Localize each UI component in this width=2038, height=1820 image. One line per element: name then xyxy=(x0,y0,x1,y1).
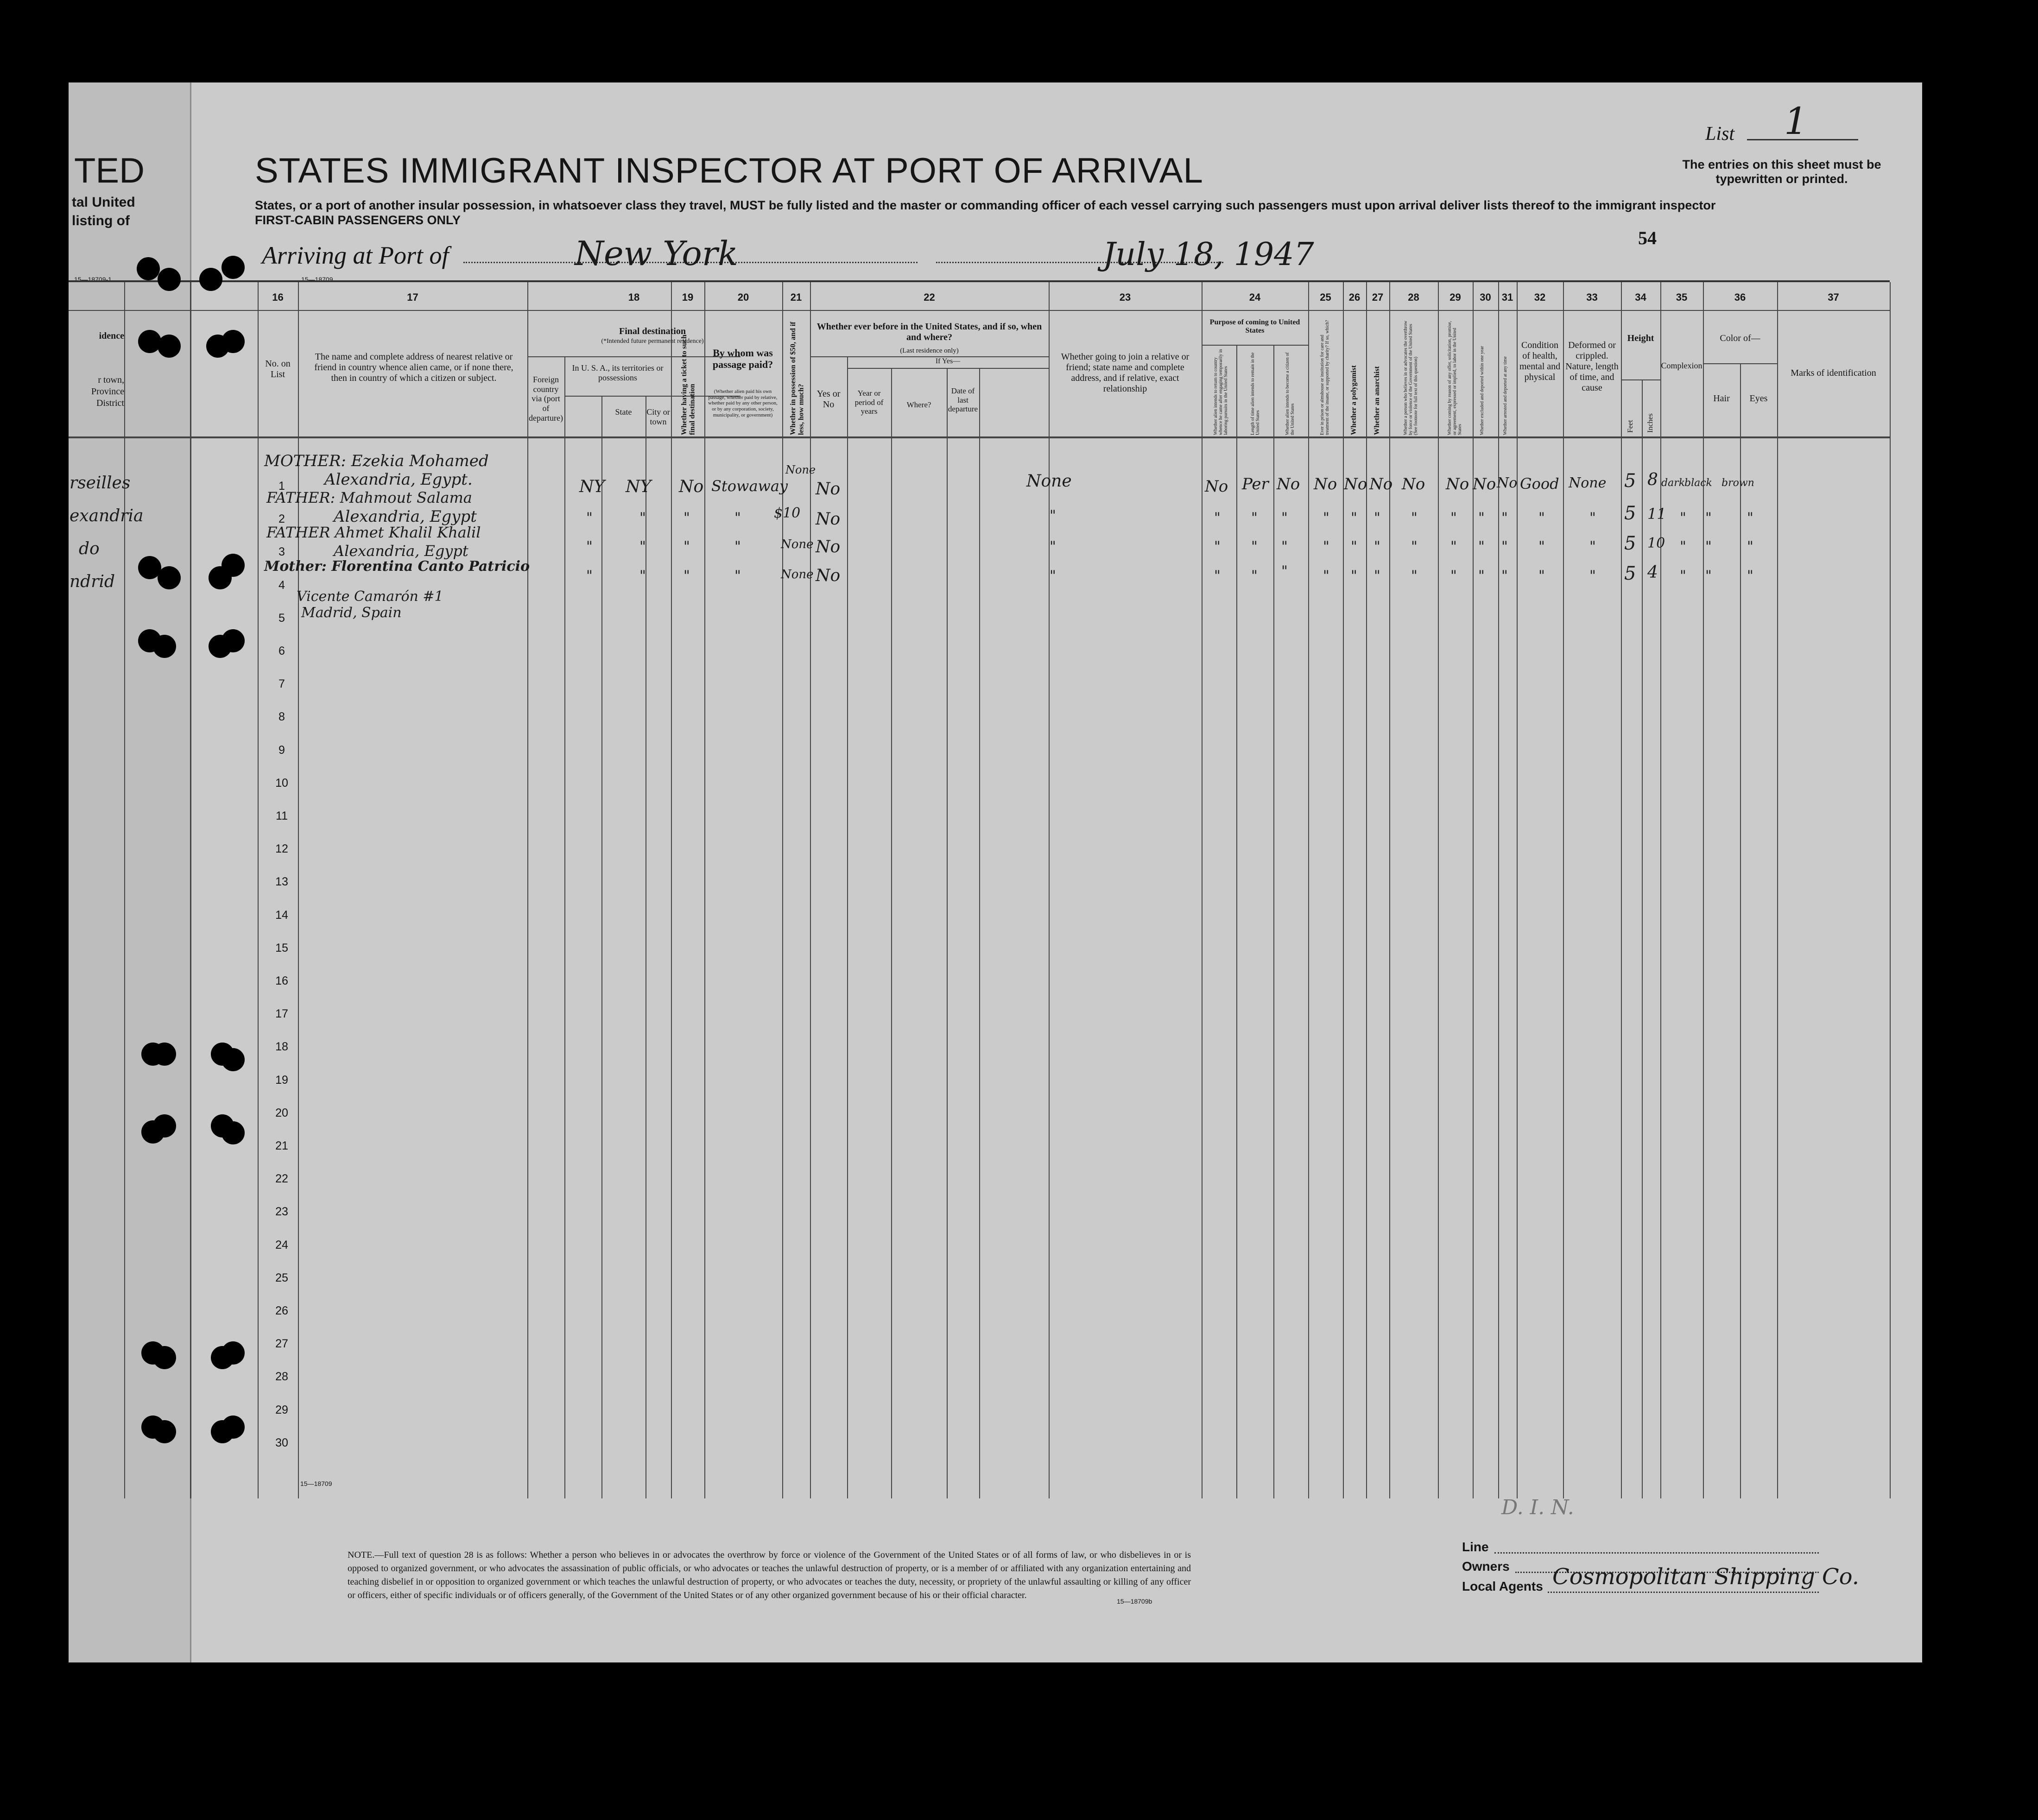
table-rule xyxy=(1366,282,1367,1498)
form-code: 15—18709b xyxy=(1117,1598,1152,1605)
entry-arrested: No xyxy=(1497,475,1518,491)
entry-citizen: " xyxy=(1281,510,1288,526)
column-number: 23 xyxy=(1119,291,1131,303)
entry-city: " xyxy=(639,538,646,555)
column-number: 29 xyxy=(1449,291,1461,303)
entry-feet: 5 xyxy=(1624,563,1636,584)
instruction-text: States, or a port of another insular possession, in whatsoever class they travel, MUST be fully listed and the master or commanding officer of each vessel carrying such passengers must upon arrival deliver lists thereof to the immigrant inspector xyxy=(255,198,1716,212)
relative-address: Alexandria, Egypt. xyxy=(324,470,473,489)
entry-eyes: brown xyxy=(1722,477,1754,489)
entry-length: " xyxy=(1251,568,1258,584)
header-state: State xyxy=(615,407,632,417)
table-rule xyxy=(1049,282,1050,1498)
line-underline xyxy=(1494,1552,1819,1554)
table-rule xyxy=(891,368,892,1498)
punch-hole xyxy=(222,1121,245,1144)
entry-health: Good xyxy=(1520,475,1559,493)
punch-hole xyxy=(199,268,222,291)
column-number: 33 xyxy=(1586,291,1598,303)
punch-hole xyxy=(153,1346,176,1369)
entry-arrested: " xyxy=(1501,568,1508,584)
row-number: 26 xyxy=(275,1304,288,1317)
relative-address: Alexandria, Egypt xyxy=(334,542,468,560)
header-citizen: Whether alien intends to become a citizen of the United States xyxy=(1285,352,1295,435)
column-number: 24 xyxy=(1249,291,1261,303)
entry-labor-offer: " xyxy=(1450,510,1457,526)
table-rule xyxy=(564,356,565,1498)
header-passage-paid: By whom was passage paid? xyxy=(712,347,773,371)
table-rule xyxy=(1273,345,1274,1498)
punch-hole xyxy=(153,1114,176,1138)
entry-citizen: No xyxy=(1277,475,1300,493)
entry-health: " xyxy=(1538,538,1545,555)
header-health: Condition of health, mental and physical xyxy=(1519,340,1561,382)
table-rule xyxy=(847,368,1049,369)
punch-hole xyxy=(222,1341,245,1365)
table-rule xyxy=(1438,282,1439,1498)
header-city: City or town xyxy=(646,407,670,426)
entry-labor-offer: No xyxy=(1446,475,1469,493)
entry-citizen: " xyxy=(1281,538,1288,555)
agents-value: Cosmopolitan Shipping Co. xyxy=(1552,1564,1859,1590)
entry-prison: " xyxy=(1323,568,1329,584)
header-inches: Inches xyxy=(1646,413,1654,433)
list-label: List xyxy=(1705,123,1735,145)
entry-hair: black xyxy=(1684,477,1712,489)
header-anarchist: Whether an anarchist xyxy=(1373,366,1381,435)
row-number: 28 xyxy=(275,1370,288,1384)
entry-paid-by: Stowaway xyxy=(711,477,788,495)
entry-state: " xyxy=(586,510,593,526)
column-number: 35 xyxy=(1676,291,1688,303)
form-code: 15—18709 xyxy=(301,276,333,283)
relative-name: FATHER: Mahmout Salama xyxy=(266,489,472,506)
entry-join: " xyxy=(1050,507,1056,524)
relative-city: Madrid, Spain xyxy=(301,605,402,621)
header-complexion: Complexion xyxy=(1661,361,1703,370)
header-hair: Hair xyxy=(1713,393,1730,404)
column-number: 16 xyxy=(272,291,284,303)
entry-health: " xyxy=(1538,568,1545,584)
header-in-usa: In U. S. A., its territories or possessions xyxy=(572,363,664,382)
entry-eyes: " xyxy=(1747,538,1753,555)
header-last-departure: Date of last departure xyxy=(948,386,978,414)
punch-hole xyxy=(222,330,245,353)
entry-length: " xyxy=(1251,510,1258,526)
row-number: 16 xyxy=(275,974,288,987)
table-rule xyxy=(847,356,848,1498)
table-rule xyxy=(1740,363,1741,1498)
form-code: 15—18709 xyxy=(300,1480,332,1487)
header-deformed: Deformed or crippled. Nature, length of time, and cause xyxy=(1565,340,1619,393)
residence-fragment: ndrid xyxy=(70,572,115,591)
entry-state: " xyxy=(586,568,593,584)
punch-hole xyxy=(153,1420,176,1443)
table-rule xyxy=(1621,379,1660,380)
entry-money: None xyxy=(785,463,816,476)
row-number: 5 xyxy=(278,611,285,625)
entry-excluded: " xyxy=(1478,538,1485,555)
header-return: Whether alien intends to return to country whence he came after engaging temporarily in laboring pursuits in the United States xyxy=(1213,349,1228,435)
table-rule xyxy=(69,310,1890,311)
entry-money: None xyxy=(781,568,814,581)
entry-ever-before: No xyxy=(816,480,841,499)
header-length: Length of time alien intends to remain in the United States xyxy=(1250,352,1260,435)
entry-inches: 8 xyxy=(1647,470,1658,489)
relative-name: FATHER Ahmet Khalil Khalil xyxy=(266,524,481,541)
footnote: NOTE.—Full text of question 28 is as follows: Whether a person who believes in or advocates the overthrow by force or violence of the Government of the United States or of all forms of law, or who disbelieves in or is opposed to organized government, or who advocates the assassination of public officials, or who advocates or teaches the unlawful destruction of property, or is a member of or affiliated with any organization entertaining and teaching disbelief in or opposition to organized government or which teaches the unlawful destruction of property, or who advocates or teaches the duty, necessity, or propriety of the unlawful assaulting or killing of any officer or officers, either of specific individuals or of officers generally, of the Government of the United States or of any other organized government because of his or their official character. xyxy=(348,1550,1191,1600)
header-labor-offer: Whether coming by reason of any offer, solicitation, promise, or agreement, expressed or implied, to labor in the United States xyxy=(1447,321,1462,435)
row-number: 2 xyxy=(278,512,285,526)
header-foreign-country: Foreign country via (port of departure) xyxy=(529,375,563,423)
row-number: 18 xyxy=(275,1040,288,1054)
header-eyes: Eyes xyxy=(1749,393,1768,404)
row-number: 14 xyxy=(275,908,288,922)
entry-overthrow: " xyxy=(1411,538,1418,555)
entry-state: NY xyxy=(579,477,605,496)
entry-deformed: None xyxy=(1569,475,1607,491)
entry-excluded: " xyxy=(1478,510,1485,526)
entry-arrested: " xyxy=(1501,538,1508,555)
entry-anarchist: " xyxy=(1374,538,1380,555)
inspector-initials: D. I. N. xyxy=(1501,1496,1574,1519)
relative-address: Alexandria, Egypt xyxy=(334,507,477,526)
entry-paid-by: " xyxy=(734,538,741,555)
form-code: 15—18709-1 xyxy=(74,276,112,283)
entry-deformed: " xyxy=(1589,538,1596,555)
agents-label: Local Agents xyxy=(1462,1579,1543,1593)
column-number: 30 xyxy=(1480,291,1491,303)
entry-polygamist: " xyxy=(1351,568,1357,584)
row-number: 20 xyxy=(275,1106,288,1119)
table-rule xyxy=(1498,282,1499,1498)
entry-length: Per xyxy=(1242,475,1269,493)
entry-overthrow: No xyxy=(1402,475,1425,493)
residence-fragment: do xyxy=(79,539,100,558)
column-number: 28 xyxy=(1408,291,1419,303)
row-number: 8 xyxy=(278,710,285,724)
column-number: 34 xyxy=(1635,291,1646,303)
line-label: Line xyxy=(1462,1540,1489,1554)
table-rule xyxy=(1563,282,1564,1498)
entry-feet: 5 xyxy=(1624,470,1636,492)
table-rule xyxy=(527,282,528,1498)
header-join-relative: Whether going to join a relative or friend; state name and complete address, and if relative, exact relationship xyxy=(1061,352,1190,394)
row-number: 12 xyxy=(275,842,288,856)
table-rule xyxy=(782,282,783,1498)
entry-join: " xyxy=(1050,538,1056,555)
relative-name: Mother: Florentina Canto Patricio xyxy=(264,558,530,575)
row-number: 3 xyxy=(278,545,285,559)
row-number: 6 xyxy=(278,645,285,657)
table-rule xyxy=(979,368,980,1498)
residence-header: idence xyxy=(99,331,124,341)
table-rule xyxy=(1343,282,1344,1498)
row-number: 1 xyxy=(278,480,285,493)
entry-deformed: " xyxy=(1589,510,1596,526)
header-final-destination: Final destination xyxy=(619,326,686,336)
residence-fragment: rseilles xyxy=(70,474,131,493)
row-number: 17 xyxy=(275,1007,288,1021)
port-value: New York xyxy=(575,234,738,273)
column-number: 37 xyxy=(1828,291,1839,303)
column-number: 19 xyxy=(682,291,694,303)
header-where: Where? xyxy=(906,400,931,409)
row-number: 23 xyxy=(275,1205,288,1219)
entry-prison: No xyxy=(1314,475,1337,493)
entry-health: " xyxy=(1538,510,1545,526)
header-yes-no: Yes or No xyxy=(816,389,841,410)
punch-hole xyxy=(222,256,245,279)
entry-prison: " xyxy=(1323,510,1329,526)
entry-arrested: " xyxy=(1501,510,1508,526)
header-ticket: Whether having a ticket to such final destination xyxy=(680,334,696,435)
column-number: 17 xyxy=(407,291,418,303)
header-relative-address: The name and complete address of nearest relative or friend in country whence alien came, or if none there, then in country of which a citizen or subject. xyxy=(314,352,513,383)
table-rule xyxy=(704,282,705,1498)
entry-labor-offer: " xyxy=(1450,568,1457,584)
row-number: 27 xyxy=(275,1337,288,1351)
punch-hole xyxy=(158,335,181,358)
entry-polygamist: " xyxy=(1351,510,1357,526)
punch-hole xyxy=(137,257,160,280)
column-number: 32 xyxy=(1534,291,1546,303)
agents-underline xyxy=(1548,1592,1819,1593)
entry-join: " xyxy=(1050,568,1056,584)
table-rule xyxy=(1703,282,1704,1498)
entry-inches: 10 xyxy=(1647,535,1665,551)
table-rule xyxy=(1473,282,1474,1498)
page-title: STATES IMMIGRANT INSPECTOR AT PORT OF ARRIVAL xyxy=(255,151,1203,190)
owners-label: Owners xyxy=(1462,1559,1510,1574)
column-number: 31 xyxy=(1501,291,1513,303)
row-number: 30 xyxy=(275,1436,288,1449)
entry-ticket: " xyxy=(684,510,690,526)
entry-length: " xyxy=(1251,538,1258,555)
row-number: 9 xyxy=(278,743,285,757)
header-feet: Feet xyxy=(1627,420,1634,433)
header-height: Height xyxy=(1627,333,1654,343)
entry-inches: 11 xyxy=(1647,505,1666,523)
entry-money: None xyxy=(781,537,814,551)
header-excluded: Whether excluded and deported within one year xyxy=(1480,346,1485,435)
table-rule xyxy=(601,396,602,1498)
entry-return: " xyxy=(1214,568,1221,584)
entry-overthrow: " xyxy=(1411,568,1418,584)
table-rule xyxy=(124,282,125,1498)
table-rule xyxy=(1642,379,1643,1498)
entry-eyes: " xyxy=(1747,568,1753,584)
header-overthrow: Whether a person who believes in or advocates the overthrow by force or violence of the Government of the United States (See footnote for full text of this question) xyxy=(1403,321,1418,435)
table-rule xyxy=(1621,282,1622,1498)
header-final-destination-sub: (*Intended future permanent residence) xyxy=(601,338,704,345)
punch-hole xyxy=(158,566,181,589)
punch-hole xyxy=(222,554,245,577)
entry-anarchist: " xyxy=(1374,568,1380,584)
table-rule xyxy=(1202,345,1308,346)
entry-paid-by: " xyxy=(734,568,741,584)
page-number: 54 xyxy=(1638,228,1657,248)
title-fragment: TED xyxy=(74,151,145,190)
column-number: 18 xyxy=(628,291,640,303)
row-number: 13 xyxy=(275,875,288,889)
header-years: Year or period of years xyxy=(854,389,884,416)
passenger-class: FIRST-CABIN PASSENGERS ONLY xyxy=(255,213,461,227)
entry-polygamist: " xyxy=(1351,538,1357,555)
table-rule xyxy=(1236,345,1237,1498)
entry-complexion: " xyxy=(1680,568,1686,584)
entry-overthrow: " xyxy=(1411,510,1418,526)
residence-subheader: r town, xyxy=(98,375,124,385)
entry-excluded: No xyxy=(1473,475,1496,493)
row-number: 19 xyxy=(275,1073,288,1087)
punch-hole xyxy=(222,1416,245,1439)
entry-city: NY xyxy=(626,477,652,496)
row-number: 25 xyxy=(275,1271,288,1284)
row-number: 11 xyxy=(276,809,288,822)
entry-complexion: dark xyxy=(1661,477,1685,489)
column-number: 25 xyxy=(1320,291,1331,303)
column-number: 36 xyxy=(1734,291,1746,303)
entry-complexion: " xyxy=(1680,510,1686,526)
header-prison: Ever in prison or almshouse or institution for care and treatment of the insane, or supported by charity? If so, which? xyxy=(1320,320,1330,435)
table-rule xyxy=(1660,282,1661,1498)
punch-hole xyxy=(153,1043,176,1066)
entry-return: No xyxy=(1205,477,1228,496)
entry-ticket: " xyxy=(684,538,690,555)
residence-fragment: exandria xyxy=(70,506,144,525)
row-number: 10 xyxy=(275,776,288,790)
table-rule xyxy=(947,368,948,1498)
header-fifty-dollars: Whether in possession of $50, and if less, how much? xyxy=(789,322,805,435)
entry-eyes: " xyxy=(1747,510,1753,526)
entry-feet: 5 xyxy=(1624,533,1636,554)
header-arrested: Whether arrested and deported at any time xyxy=(1503,356,1508,435)
left-text-fragment: listing of xyxy=(72,213,130,228)
left-text-fragment: tal United xyxy=(72,195,135,210)
column-number: 20 xyxy=(737,291,749,303)
row-number: 22 xyxy=(275,1172,288,1186)
entry-citizen: " xyxy=(1281,563,1288,579)
entry-hair: " xyxy=(1705,510,1712,526)
residence-subheader: Province xyxy=(91,386,124,397)
entry-hair: " xyxy=(1705,568,1712,584)
header-passage-paid-sub: (Whether alien paid his own passage, whether paid by relative, whether paid by any other person, or by any corporation, society, municipality, or government) xyxy=(708,389,778,418)
header-purpose: Purpose of coming to United States xyxy=(1209,318,1300,335)
column-number: 21 xyxy=(790,291,802,303)
entry-city: " xyxy=(639,568,646,584)
entry-deformed: " xyxy=(1589,568,1596,584)
header-if-yes: If Yes— xyxy=(935,357,961,365)
arriving-label: Arriving at Port of xyxy=(262,241,449,269)
entry-city: " xyxy=(639,510,646,526)
table-rule xyxy=(1389,282,1390,1498)
column-number: 27 xyxy=(1372,291,1384,303)
table-rule xyxy=(190,282,191,1498)
list-number: 1 xyxy=(1784,100,1808,143)
relative-name: MOTHER: Ezekia Mohamed xyxy=(264,452,489,470)
punch-hole xyxy=(222,629,245,652)
entry-complexion: " xyxy=(1680,538,1686,555)
entry-paid-by: " xyxy=(734,510,741,526)
column-number: 22 xyxy=(924,291,935,303)
entry-ever-before: No xyxy=(816,537,841,556)
entry-anarchist: No xyxy=(1369,475,1393,493)
entry-ever-before: No xyxy=(816,566,841,585)
header-marks: Marks of identification xyxy=(1791,368,1876,378)
row-number: 7 xyxy=(278,677,285,691)
row-number: 29 xyxy=(275,1403,288,1416)
entry-ticket: No xyxy=(679,477,704,496)
entry-ever-before: No xyxy=(816,510,841,529)
table-rule xyxy=(1890,282,1891,1498)
entry-return: " xyxy=(1214,538,1221,555)
entry-feet: 5 xyxy=(1624,503,1636,524)
row-number: 4 xyxy=(278,578,285,592)
punch-hole xyxy=(153,635,176,658)
entry-join: None xyxy=(1026,472,1072,491)
table-rule xyxy=(1777,282,1778,1498)
table-rule xyxy=(1202,282,1203,1498)
relative-address: Vicente Camarón #1 xyxy=(297,588,443,605)
entry-excluded: " xyxy=(1478,568,1485,584)
column-number: 26 xyxy=(1348,291,1361,303)
table-rule xyxy=(671,282,672,1498)
header-polygamist: Whether a polygamist xyxy=(1350,365,1358,435)
entry-money: $10 xyxy=(774,505,801,521)
row-number: 21 xyxy=(275,1139,288,1152)
entry-state: " xyxy=(586,538,593,555)
row-number: 24 xyxy=(275,1238,288,1251)
entry-inches: 4 xyxy=(1647,563,1658,582)
entry-labor-offer: " xyxy=(1450,538,1457,555)
entry-polygamist: No xyxy=(1344,475,1367,493)
entry-return: " xyxy=(1214,510,1221,526)
punch-hole xyxy=(222,1048,245,1071)
entries-note: The entries on this sheet must be typewritten or printed. xyxy=(1682,158,1881,186)
table-rule xyxy=(258,282,259,1498)
residence-subheader: District xyxy=(96,398,124,408)
row-number: 15 xyxy=(275,941,288,954)
punch-hole xyxy=(158,268,181,291)
header-color: Color of— xyxy=(1720,333,1760,343)
table-rule xyxy=(1517,282,1518,1498)
header-no-on-list: No. on List xyxy=(265,359,291,379)
table-rule xyxy=(1308,282,1309,1498)
header-ever-before: Whether ever before in the United States, and if so, when and where? xyxy=(816,322,1042,342)
entry-prison: " xyxy=(1323,538,1329,555)
entry-ticket: " xyxy=(684,568,690,584)
date-value: July 18, 1947 xyxy=(1103,236,1314,273)
entry-anarchist: " xyxy=(1374,510,1380,526)
entry-hair: " xyxy=(1705,538,1712,555)
header-ever-before-sub: (Last residence only) xyxy=(900,347,959,354)
